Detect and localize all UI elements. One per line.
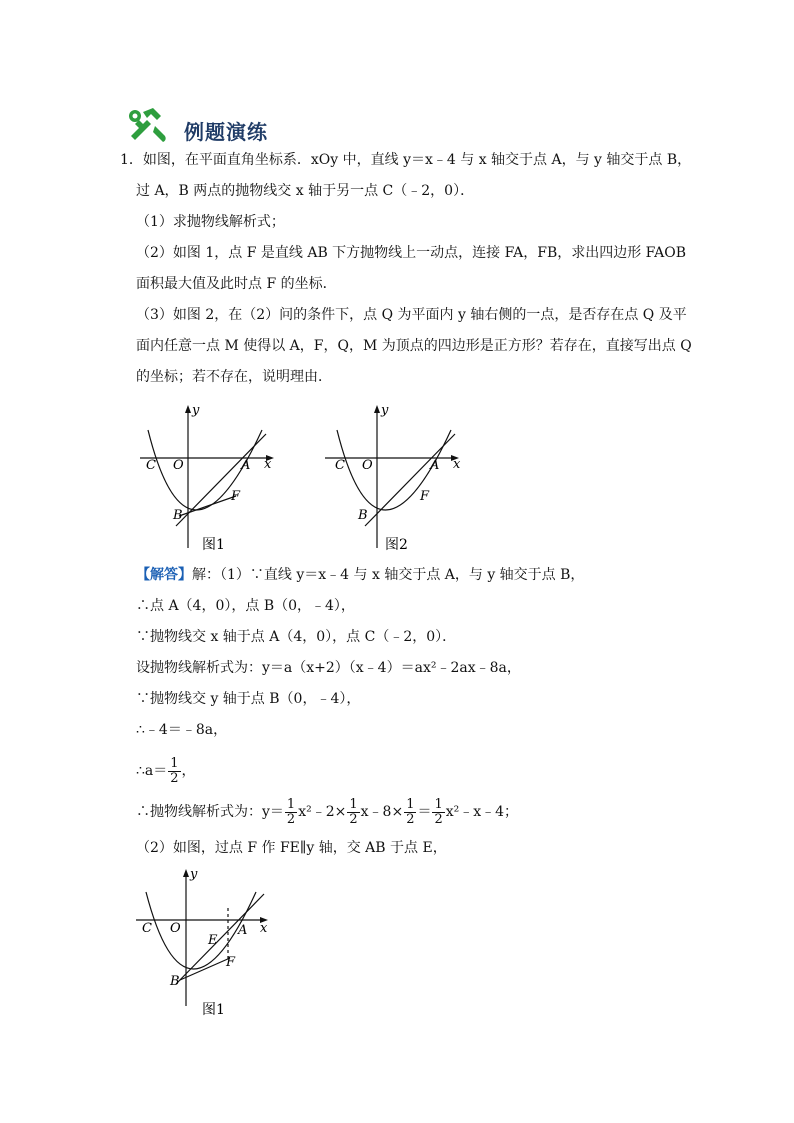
tools-icon <box>125 106 171 146</box>
figure-1 <box>140 400 280 555</box>
solution-line-3: ∵抛物线交 x 轴于点 A（4，0），点 C（﹣2，0）． <box>136 629 457 645</box>
label-b: B <box>170 974 180 989</box>
solution-line-1: 【解答】解：（1）∵直线 y＝x﹣4 与 x 轴交于点 A，与 y 轴交于点 B， <box>136 567 585 583</box>
solution-line-5: ∵抛物线交 y 轴于点 B（0，﹣4）， <box>136 691 361 707</box>
label-y: y <box>192 403 200 418</box>
solution-line-9: （2）如图，过点 F 作 FE∥y 轴，交 AB 于点 E， <box>136 840 447 856</box>
label-c: C <box>142 921 152 936</box>
label-o: O <box>362 458 373 473</box>
label-x: x <box>453 457 461 472</box>
problem-line: 过 A，B 两点的抛物线交 x 轴于另一点 C（﹣2，0）． <box>136 183 475 199</box>
label-x: x <box>264 457 272 472</box>
line-ab <box>176 894 264 984</box>
label-c: C <box>146 458 156 473</box>
problem-line: 的坐标；若不存在，说明理由． <box>136 369 332 385</box>
solution-line-7: ∴a＝ $\frac{1}{2}$ ， <box>136 755 196 786</box>
segment-bf <box>180 958 230 980</box>
problem-line: 1．如图，在平面直角坐标系．xOy 中，直线 y＝x﹣4 与 x 轴交于点 A，与 y 轴交于点 B， <box>120 152 692 168</box>
line-ab <box>365 434 455 526</box>
figure-caption: 图2 <box>385 537 408 553</box>
figure-3 <box>136 866 276 1026</box>
figure-2 <box>325 400 465 555</box>
fraction: $\frac{1}{2}$ <box>286 796 296 827</box>
label-x: x <box>260 921 268 936</box>
label-b: B <box>173 508 183 523</box>
solution-line-6: ∴﹣4＝﹣8a， <box>136 722 228 738</box>
fraction: $\frac{1}{2}$ <box>170 755 179 786</box>
label-f: F <box>226 955 236 970</box>
problem-line: （3）如图 2，在（2）问的条件下，点 Q 为平面内 y 轴右侧的一点，是否存在点 Q 及平 <box>136 307 687 323</box>
fraction: $\frac{1}{2}$ <box>349 796 358 827</box>
label-y: y <box>381 403 389 418</box>
label-a: A <box>241 458 251 473</box>
label-a: A <box>430 458 440 473</box>
fraction: $\frac{1}{2}$ <box>434 796 443 827</box>
label-a: A <box>238 923 248 938</box>
label-f: F <box>231 489 241 504</box>
label-c: C <box>335 458 345 473</box>
label-f: F <box>420 489 430 504</box>
label-o: O <box>173 458 184 473</box>
solution-line-4: 设抛物线解析式为：y＝a（x+2）（x﹣4）＝ax²﹣2ax﹣8a， <box>136 660 521 676</box>
solution-line-8: ∴抛物线解析式为：y＝ $\frac{1}{2}$ x²﹣2× $\frac{1}{2}$ x﹣8× $\frac{1}{2}$ ＝ $\frac{1}{2}$ x²﹣x﹣4； <box>136 796 519 827</box>
problem-line: （1）求抛物线解析式； <box>136 214 285 230</box>
label-e: E <box>208 933 218 948</box>
answer-tag: 【解答】 <box>136 567 192 583</box>
problem-line: （2）如图 1，点 F 是直线 AB 下方抛物线上一动点，连接 FA，FB，求出四边形 FAOB <box>136 245 687 261</box>
fraction: $\frac{1}{2}$ <box>406 796 415 827</box>
label-o: O <box>170 921 181 936</box>
solution-line-2: ∴点 A（4，0），点 B（0，﹣4）， <box>136 598 355 614</box>
section-heading: 例题演练 <box>184 120 268 144</box>
problem-line: 面内任意一点 M 使得以 A，F，Q，M 为顶点的四边形是正方形？若存在，直接写出点 Q <box>136 338 692 354</box>
label-y: y <box>190 867 198 882</box>
problem-line: 面积最大值及此时点 F 的坐标． <box>136 276 337 292</box>
figure-caption: 图1 <box>202 537 225 553</box>
label-b: B <box>358 508 368 523</box>
figure-caption: 图1 <box>202 1002 225 1018</box>
